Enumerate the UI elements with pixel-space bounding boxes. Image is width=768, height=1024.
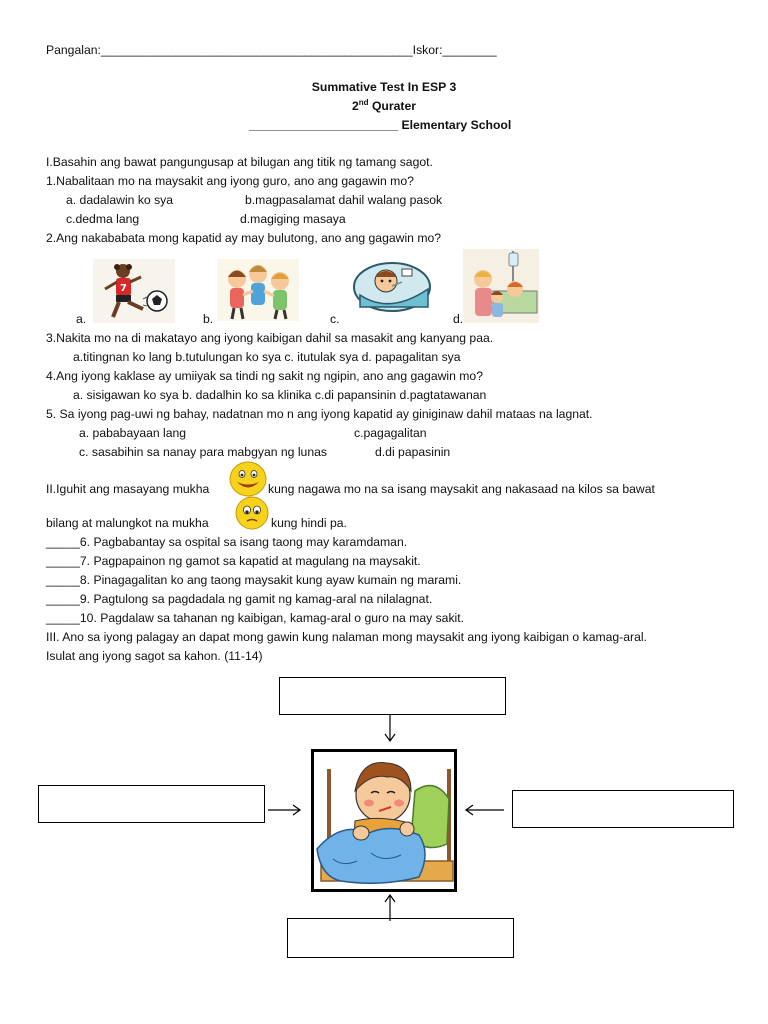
sad-face-icon [235, 496, 269, 530]
arrow-up-icon [380, 893, 400, 921]
hospital-visit-image [463, 249, 539, 323]
q5-choice-c: c.pagagalitan [354, 426, 427, 440]
item-6: _____6. Pagbabantay sa ospital sa isang taong may karamdaman. [46, 535, 408, 549]
q1-choice-d: d.magiging masaya [240, 212, 346, 226]
item-9: _____9. Pagtulong sa pagdadala ng gamit ng kamag-aral na nilalagnat. [46, 592, 433, 606]
part2-line1-end: kung nagawa mo na sa isang maysakit ang nakasaad na kilos sa bawat [268, 482, 655, 496]
svg-text:7: 7 [120, 283, 127, 294]
q1-choice-c: c.dedma lang [66, 212, 140, 226]
soccer-kid-image [93, 259, 175, 323]
name-score-line: Pangalan:______________________________________________Iskor:________ [46, 43, 497, 57]
q1-choice-a: a. dadalawin ko sya [66, 193, 174, 207]
question-3: 3.Nakita mo na di makatayo ang iyong kaibigan dahil sa masakit ang kanyang paa. [46, 331, 494, 345]
item-10: _____10. Pagdalaw sa tahanan ng kaibigan, kamag-aral o guro na may sakit. [46, 611, 465, 625]
part3-instruction-2: Isulat ang iyong sagot sa kahon. (11-14) [46, 649, 263, 663]
q4-choices: a. sisigawan ko sya b. dadalhin ko sa klinika c.di papansinin d.pagtatawanan [73, 388, 487, 402]
question-1: 1.Nabalitaan mo na maysakit ang iyong guro, ano ang gagawin mo? [46, 174, 414, 188]
part3-instruction: III. Ano sa iyong palagay an dapat mong gawin kung nalaman mong maysakit ang iyong kaibigan o kamag-aral. [46, 630, 647, 644]
arrow-right-icon [268, 800, 302, 820]
question-4: 4.Ang iyong kaklase ay umiiyak sa tindi ng sakit ng ngipin, ano ang gagawin mo? [46, 369, 483, 383]
q5-choice-b: c. sasabihin sa nanay para mabgyan ng lunas [79, 445, 327, 459]
answer-box-left[interactable] [38, 785, 265, 823]
arrow-down-icon [380, 714, 400, 744]
quarter-line: 2nd Qurater [352, 98, 416, 114]
answer-box-top[interactable] [279, 677, 506, 715]
part2-line1-start: II.Iguhit ang masayang mukha [46, 482, 210, 496]
test-title: Summative Test In ESP 3 [311, 80, 457, 94]
item-8: _____8. Pinagagalitan ko ang taong maysakit kung ayaw kumain ng marami. [46, 573, 462, 587]
arrow-left-icon [464, 800, 504, 820]
q2-choice-b: b. [203, 312, 214, 326]
answer-box-bottom[interactable] [287, 918, 514, 958]
q2-choice-c: c. [330, 312, 340, 326]
kids-playing-image [217, 259, 299, 321]
question-2: 2.Ang nakababata mong kapatid ay may bulutong, ano ang gagawin mo? [46, 231, 442, 245]
happy-face-icon [228, 460, 268, 498]
question-5: 5. Sa iyong pag-uwi ng bahay, nadatnan mo n ang iyong kapatid ay giniginaw dahil mataas na lagnat. [46, 407, 593, 421]
sick-in-bed-image [350, 255, 432, 313]
q1-choice-b: b.magpasalamat dahil walang pasok [245, 193, 443, 207]
part2-line2-end: kung hindi pa. [271, 516, 347, 530]
school-line: ______________________ Elementary School [249, 118, 512, 132]
q2-choice-a: a. [76, 312, 87, 326]
q3-choices: a.titingnan ko lang b.tutulungan ko sya c. itutulak sya d. papagalitan sya [73, 350, 461, 364]
part1-instruction: I.Basahin ang bawat pangungusap at bilugan ang titik ng tamang sagot. [46, 155, 433, 169]
sick-boy-image [311, 749, 457, 892]
answer-box-right[interactable] [512, 790, 734, 828]
q5-choice-d: d.di papasinin [375, 445, 451, 459]
q2-choice-d: d. [453, 312, 464, 326]
item-7: _____7. Pagpapainon ng gamot sa kapatid at magulang na maysakit. [46, 554, 421, 568]
q5-choice-a: a. pababayaan lang [79, 426, 187, 440]
part2-line2-start: bilang at malungkot na mukha [46, 516, 209, 530]
